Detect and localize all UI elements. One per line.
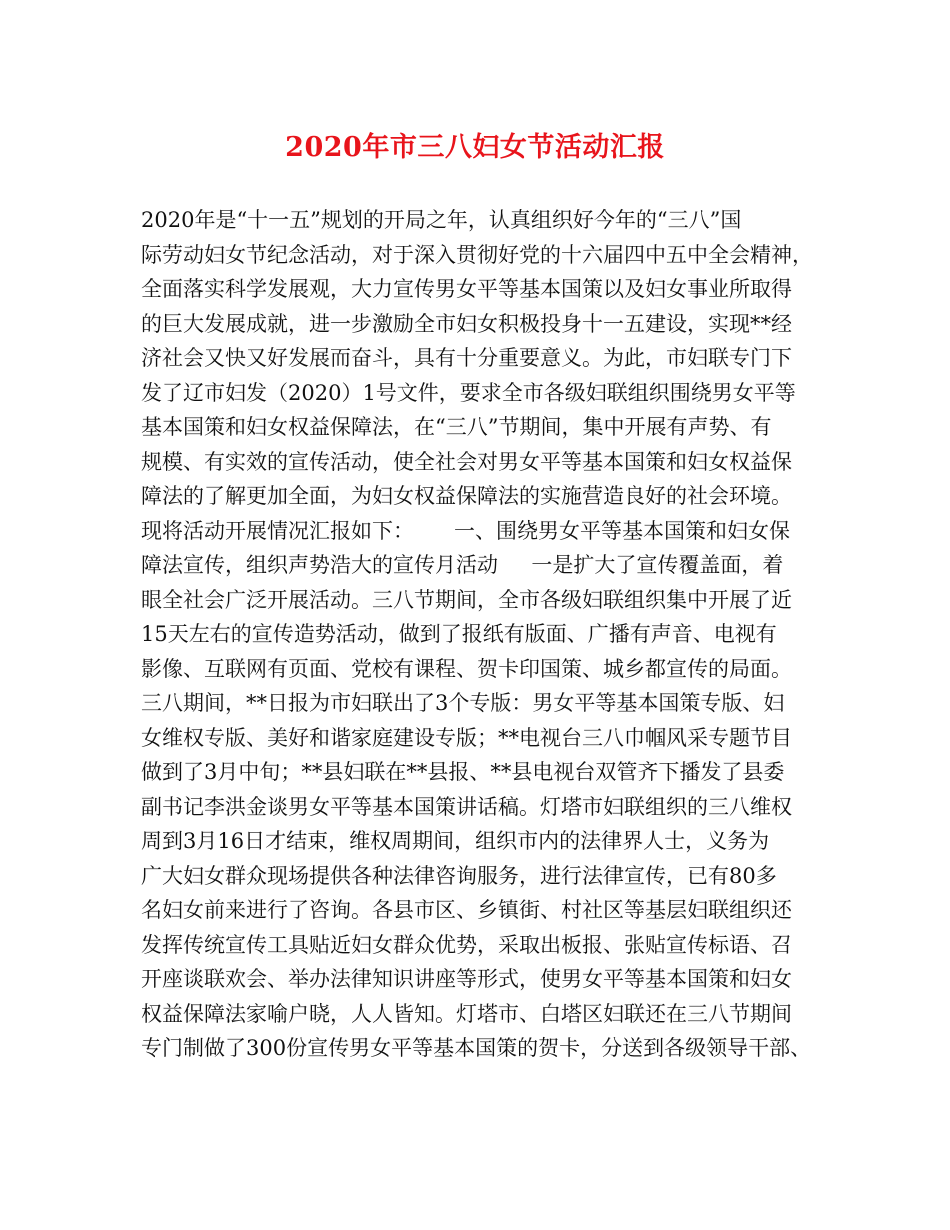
text-line: 的巨大发展成就，进一步激励全市妇女积极投身十一五建设，实现**经 [141, 311, 792, 336]
text-line: 眼全社会广泛开展活动。三八节期间，全市各级妇联组织集中开展了近 [141, 587, 792, 612]
text-line: 权益保障法家喻户晓，人人皆知。灯塔市、白塔区妇联还在三八节期间 [141, 1001, 792, 1026]
text-line: 15天左右的宣传造势活动，做到了报纸有版面、广播有声音、电视有 [141, 622, 777, 646]
text-line: 发挥传统宣传工具贴近妇女群众优势，采取出板报、张贴宣传标语、召 [141, 932, 792, 957]
text-line: 做到了3月中旬；**县妇联在**县报、**县电视台双管齐下播发了县委 [141, 760, 785, 784]
document-title: 2020年市三八妇女节活动汇报 [285, 132, 665, 163]
text-line: 规模、有实效的宣传活动，使全社会对男女平等基本国策和妇女权益保 [141, 449, 792, 474]
text-line: 发了辽市妇发（2020）1号文件，要求全市各级妇联组织围绕男女平等 [141, 380, 796, 405]
text-line: 专门制做了300份宣传男女平等基本国策的贺卡，分送到各级领导干部、 [141, 1036, 812, 1060]
text-line: 开座谈联欢会、举办法律知识讲座等形式，使男女平等基本国策和妇女 [141, 967, 792, 991]
text-line: 2020年是“十一五”规划的开局之年，认真组织好今年的“三八”国 [141, 208, 742, 232]
text-line: 三八期间，**日报为市妇联出了3个专版：男女平等基本国策专版、妇 [141, 691, 785, 715]
body-paragraph [141, 203, 821, 1066]
text-line: 女维权专版、美好和谐家庭建设专版；**电视台三八巾帼风采专题节目 [141, 725, 792, 750]
text-line: 现将活动开展情况汇报如下： 一、围绕男女平等基本国策和妇女保 [141, 518, 791, 543]
text-line: 周到3月16日才结束，维权周期间，组织市内的法律界人士，义务为 [141, 829, 770, 853]
text-line: 障法宣传，组织声势浩大的宣传月活动 一是扩大了宣传覆盖面，着 [141, 553, 784, 577]
text-line: 副书记李洪金谈男女平等基本国策讲话稿。灯塔市妇联组织的三八维权 [141, 794, 792, 819]
text-line: 际劳动妇女节纪念活动，对于深入贯彻好党的十六届四中五中全会精神， [141, 242, 813, 267]
text-line: 影像、互联网有页面、党校有课程、贺卡印国策、城乡都宣传的局面。 [141, 656, 792, 681]
text-line: 济社会又快又好发展而奋斗，具有十分重要意义。为此，市妇联专门下 [141, 346, 792, 370]
text-line: 名妇女前来进行了咨询。各县市区、乡镇街、村社区等基层妇联组织还 [141, 898, 792, 922]
text-line: 广大妇女群众现场提供各种法律咨询服务，进行法律宣传，已有80多 [141, 863, 777, 888]
text-line: 基本国策和妇女权益保障法，在“三八”节期间，集中开展有声势、有 [141, 415, 772, 439]
text-line: 障法的了解更加全面，为妇女权益保障法的实施营造良好的社会环境。 [141, 484, 792, 508]
text-line: 全面落实科学发展观，大力宣传男女平等基本国策以及妇女事业所取得 [141, 277, 792, 301]
